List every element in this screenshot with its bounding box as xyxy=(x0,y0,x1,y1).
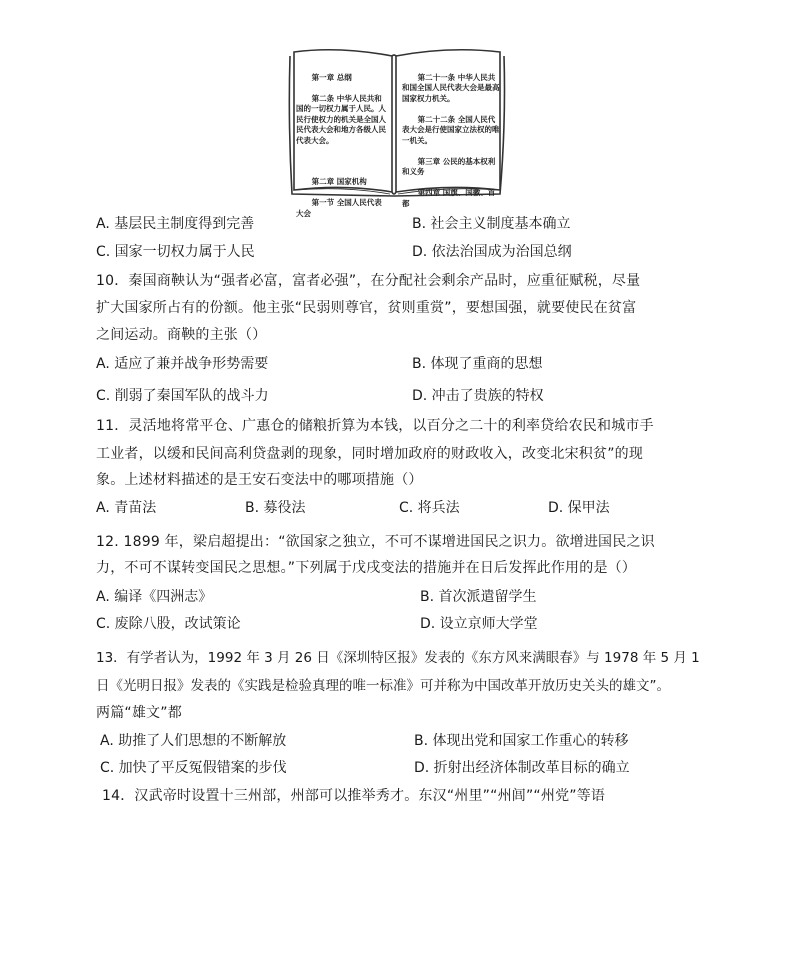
q12-option-d[interactable]: D. 设立京师大学堂 xyxy=(420,616,538,632)
q12-stem-line: 力，不可不谋转变国民之思想。”下列属于戊戌变法的措施并在日后发挥此作用的是（） xyxy=(96,560,637,576)
q14-stem-line: 14．汉武帝时设置十三州部，州部可以推举秀才。东汉“州里”“州闾”“州党”等语 xyxy=(102,788,606,804)
q12-option-b[interactable]: B. 首次派遣留学生 xyxy=(420,589,537,605)
q13-stem-line: 两篇“雄文”都 xyxy=(96,705,182,721)
q13-option-d[interactable]: D. 折射出经济体制改革目标的确立 xyxy=(414,760,630,776)
q13-option-c[interactable]: C. 加快了平反冤假错案的步伐 xyxy=(100,760,287,776)
q10-option-b[interactable]: B. 体现了重商的思想 xyxy=(412,356,543,372)
q9-option-b[interactable]: B. 社会主义制度基本确立 xyxy=(412,216,571,232)
q11-stem-line: 11．灵活地将常平仓、广惠仓的储粮折算为本钱，以百分之二十的利率贷给农民和城市手 xyxy=(96,418,654,434)
q10-stem-line: 扩大国家所占有的份额。他主张“民弱则尊官，贫则重赏”，要想国强，就要使民在贫富 xyxy=(96,300,637,316)
q9-option-d[interactable]: D. 依法治国成为治国总纲 xyxy=(412,244,572,260)
q9-option-c[interactable]: C. 国家一切权力属于人民 xyxy=(96,244,255,260)
q10-stem-line: 之间运动。商鞅的主张（） xyxy=(96,327,267,343)
q12-option-a[interactable]: A. 编译《四洲志》 xyxy=(96,589,213,605)
left-page-line: 第二条 中华人民共和国的一切权力属于人民。人民行使权力的机关是全国人民代表大会和地方各级人民代表大会。 xyxy=(296,93,386,145)
q11-option-d[interactable]: D. 保甲法 xyxy=(548,500,610,516)
left-page-line: 第一章 总纲 xyxy=(311,72,352,82)
q13-option-a[interactable]: A. 助推了人们思想的不断解放 xyxy=(100,733,287,749)
right-page-line: 第二十二条 全国人民代表大会是行使国家立法权的唯一机关。 xyxy=(402,114,500,145)
q12-option-c[interactable]: C. 废除八股，改试策论 xyxy=(96,616,241,632)
q13-stem-line: 13．有学者认为，1992 年 3 月 26 日《深圳特区报》发表的《东方风来满眼春》与 1978 年 5 月 1 xyxy=(96,650,700,666)
q10-option-c[interactable]: C. 削弱了秦国军队的战斗力 xyxy=(96,388,269,404)
q13-stem-line: 日《光明日报》发表的《实践是检验真理的唯一标准》可并称为中国改革开放历史关头的雄文”。 xyxy=(96,678,670,694)
q12-stem-line: 12. 1899 年，梁启超提出：“欲国家之独立，不可不谋增进国民之识力。欲增进国民之识 xyxy=(96,534,655,550)
q10-option-a[interactable]: A. 适应了兼并战争形势需要 xyxy=(96,356,269,372)
q11-option-a[interactable]: A. 青苗法 xyxy=(96,500,157,516)
left-page-line: 第一节 全国人民代表大会 xyxy=(296,198,382,218)
q11-option-c[interactable]: C. 将兵法 xyxy=(399,500,460,516)
right-page-line: 第三章 公民的基本权利和义务 xyxy=(402,156,496,176)
q10-stem-line: 10．秦国商鞅认为“强者必富，富者必强”，在分配社会剩余产品时，应重征赋税，尽量 xyxy=(96,273,641,289)
right-page-line: 第二十一条 中华人民共和国全国人民代表大会是最高国家权力机关。 xyxy=(402,72,500,103)
q11-stem-line: 象。上述材料描述的是王安石变法中的哪项措施（） xyxy=(96,472,423,488)
q13-option-b[interactable]: B. 体现出党和国家工作重心的转移 xyxy=(414,733,629,749)
q11-stem-line: 工业者，以缓和民间高利贷盘剥的现象，同时增加政府的财政收入，改变北宋积贫”的现 xyxy=(96,446,644,462)
book-left-page xyxy=(296,62,386,230)
right-page-line: 第四章 国旗、国徽、首都 xyxy=(402,188,496,208)
book-right-page xyxy=(402,62,502,220)
constitution-book-figure xyxy=(284,44,510,218)
q10-option-d[interactable]: D. 冲击了贵族的特权 xyxy=(412,388,544,404)
left-page-line: 第二章 国家机构 xyxy=(311,177,367,186)
q11-option-b[interactable]: B. 募役法 xyxy=(245,500,306,516)
q9-option-a[interactable]: A. 基层民主制度得到完善 xyxy=(96,216,255,232)
